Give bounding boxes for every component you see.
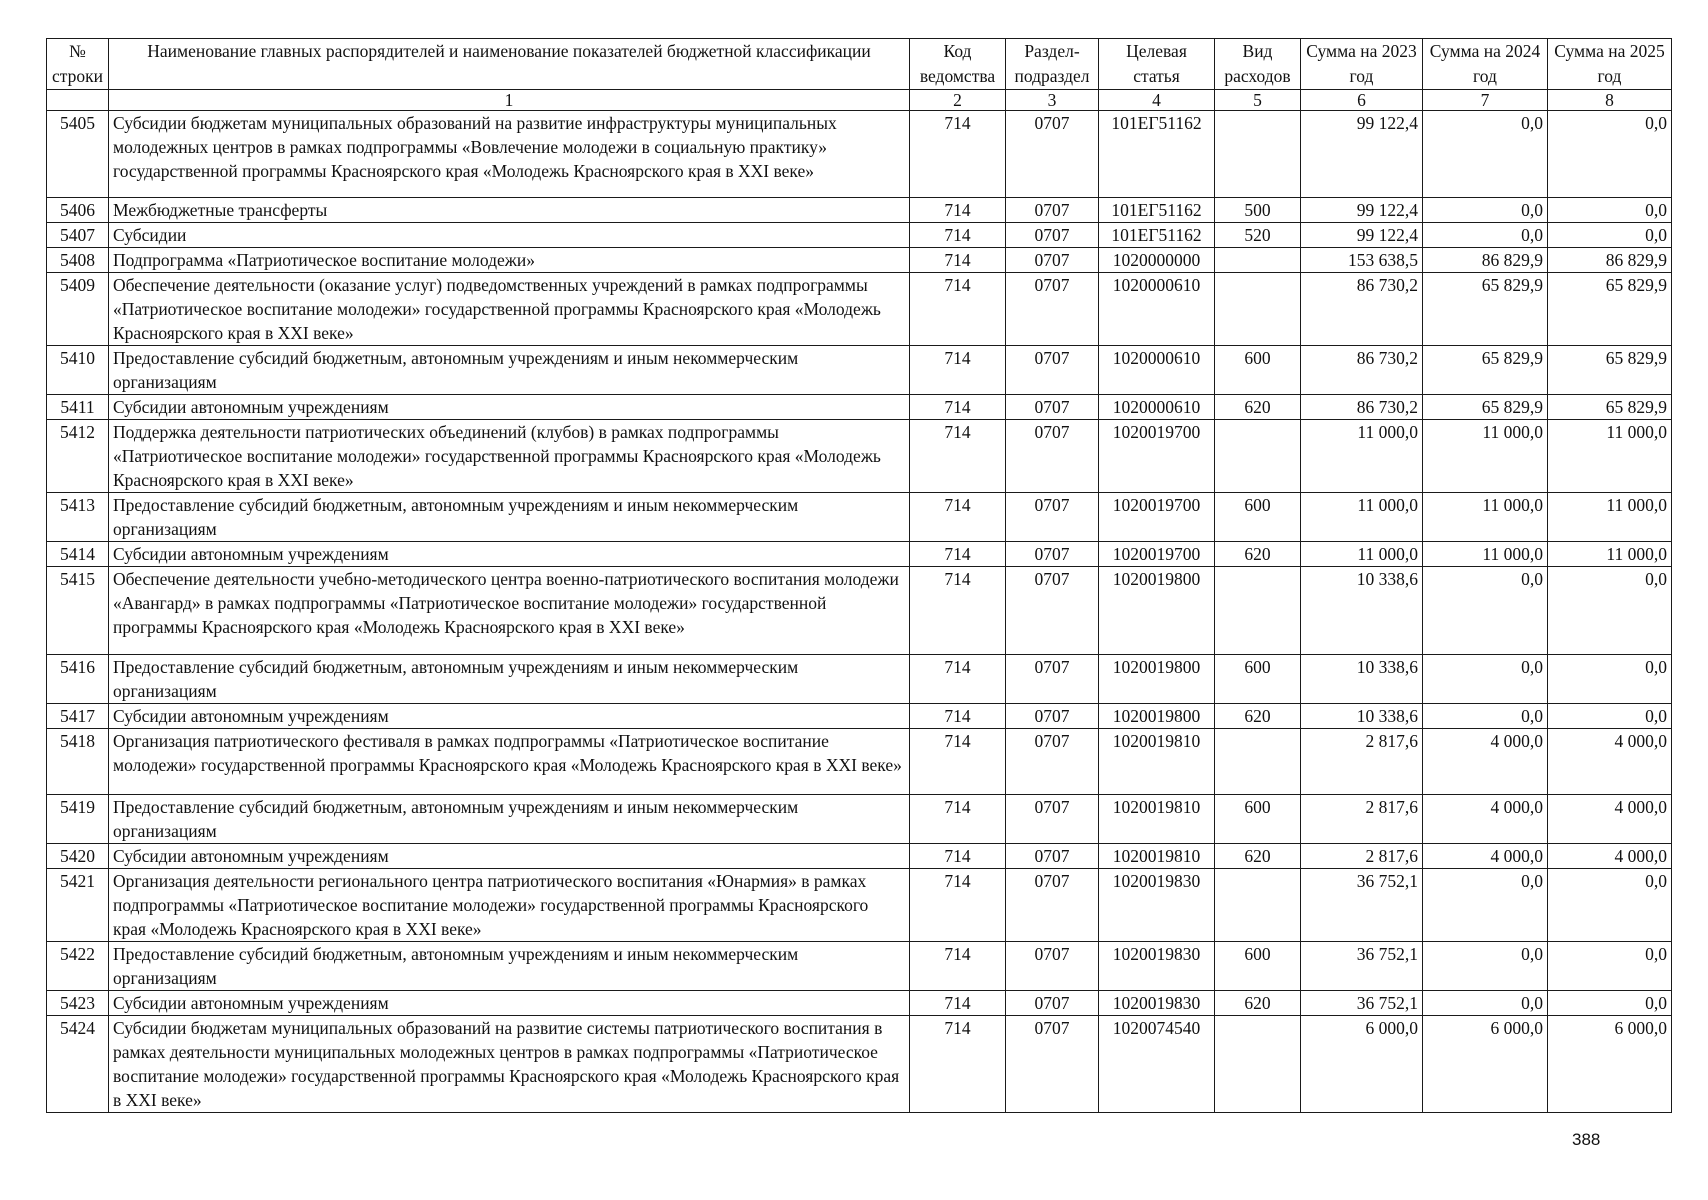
- row-section-code: 0707: [1006, 248, 1099, 273]
- row-name: Предоставление субсидий бюджетным, автономным учреждениям и иным некоммерческим организациям: [109, 346, 910, 395]
- row-sum-2024: 11 000,0: [1423, 420, 1548, 493]
- row-expense-type: [1215, 869, 1301, 942]
- row-sum-2025: 11 000,0: [1548, 420, 1672, 493]
- row-dept-code: 714: [910, 223, 1006, 248]
- table-row: [47, 567, 1672, 655]
- row-number: 5420: [47, 844, 109, 869]
- row-section-code: 0707: [1006, 346, 1099, 395]
- row-expense-type: 620: [1215, 704, 1301, 729]
- row-expense-type: 600: [1215, 795, 1301, 844]
- budget-table: [46, 38, 1672, 1113]
- row-dept-code: 714: [910, 795, 1006, 844]
- row-number: 5405: [47, 111, 109, 198]
- row-dept-code: 714: [910, 273, 1006, 346]
- table-row: [47, 869, 1672, 942]
- row-expense-type: 500: [1215, 198, 1301, 223]
- row-sum-2024: 4 000,0: [1423, 729, 1548, 795]
- table-row: [47, 942, 1672, 991]
- row-number: 5424: [47, 1016, 109, 1113]
- row-number: 5418: [47, 729, 109, 795]
- row-sum-2025: 4 000,0: [1548, 844, 1672, 869]
- row-sum-2025: 4 000,0: [1548, 729, 1672, 795]
- row-section-code: 0707: [1006, 111, 1099, 198]
- row-target-code: 1020019810: [1099, 844, 1215, 869]
- row-expense-type: 600: [1215, 346, 1301, 395]
- table-row: [47, 346, 1672, 395]
- row-name: Предоставление субсидий бюджетным, автономным учреждениям и иным некоммерческим организациям: [109, 493, 910, 542]
- row-sum-2024: 65 829,9: [1423, 395, 1548, 420]
- row-target-code: 1020019700: [1099, 542, 1215, 567]
- table-row: [47, 729, 1672, 795]
- row-target-code: 1020019800: [1099, 655, 1215, 704]
- row-sum-2024: 0,0: [1423, 942, 1548, 991]
- row-sum-2024: 65 829,9: [1423, 346, 1548, 395]
- row-dept-code: 714: [910, 1016, 1006, 1113]
- row-sum-2025: 65 829,9: [1548, 346, 1672, 395]
- row-section-code: 0707: [1006, 942, 1099, 991]
- row-name: Обеспечение деятельности (оказание услуг) подведомственных учреждений в рамках подпрограммы «Патриотическое воспитание молодежи» государственной программы Красноярского края «Молодежь Красноярского края в XXI веке»: [109, 273, 910, 346]
- row-dept-code: 714: [910, 704, 1006, 729]
- table-row: [47, 420, 1672, 493]
- row-target-code: 1020019800: [1099, 704, 1215, 729]
- row-sum-2023: 11 000,0: [1301, 542, 1423, 567]
- row-expense-type: 620: [1215, 395, 1301, 420]
- row-number: 5406: [47, 198, 109, 223]
- row-dept-code: 714: [910, 198, 1006, 223]
- row-sum-2023: 2 817,6: [1301, 844, 1423, 869]
- row-sum-2023: 10 338,6: [1301, 567, 1423, 655]
- table-row: [47, 111, 1672, 198]
- row-sum-2024: 0,0: [1423, 869, 1548, 942]
- row-section-code: 0707: [1006, 420, 1099, 493]
- row-dept-code: 714: [910, 942, 1006, 991]
- row-expense-type: 520: [1215, 223, 1301, 248]
- row-sum-2025: 0,0: [1548, 942, 1672, 991]
- row-sum-2024: 6 000,0: [1423, 1016, 1548, 1113]
- row-number: 5409: [47, 273, 109, 346]
- row-target-code: 1020000000: [1099, 248, 1215, 273]
- row-target-code: 1020019830: [1099, 942, 1215, 991]
- row-sum-2025: 65 829,9: [1548, 273, 1672, 346]
- row-dept-code: 714: [910, 346, 1006, 395]
- row-number: 5421: [47, 869, 109, 942]
- column-number: 5: [1215, 90, 1301, 111]
- row-target-code: 1020019830: [1099, 869, 1215, 942]
- row-sum-2025: 0,0: [1548, 567, 1672, 655]
- row-target-code: 1020019700: [1099, 420, 1215, 493]
- row-number: 5417: [47, 704, 109, 729]
- row-sum-2023: 36 752,1: [1301, 991, 1423, 1016]
- row-expense-type: 600: [1215, 655, 1301, 704]
- row-target-code: 1020000610: [1099, 273, 1215, 346]
- row-section-code: 0707: [1006, 395, 1099, 420]
- row-number: 5407: [47, 223, 109, 248]
- row-section-code: 0707: [1006, 655, 1099, 704]
- row-name: Субсидии: [109, 223, 910, 248]
- table-row: [47, 198, 1672, 223]
- header-sum-2024: Сумма на 2024 год: [1423, 39, 1548, 90]
- row-number: 5416: [47, 655, 109, 704]
- row-sum-2024: 4 000,0: [1423, 795, 1548, 844]
- row-section-code: 0707: [1006, 844, 1099, 869]
- column-number: 3: [1006, 90, 1099, 111]
- row-sum-2023: 36 752,1: [1301, 942, 1423, 991]
- row-sum-2024: 4 000,0: [1423, 844, 1548, 869]
- column-number: 2: [910, 90, 1006, 111]
- row-sum-2024: 0,0: [1423, 223, 1548, 248]
- row-expense-type: 600: [1215, 493, 1301, 542]
- row-dept-code: 714: [910, 248, 1006, 273]
- row-sum-2024: 0,0: [1423, 704, 1548, 729]
- row-name: Предоставление субсидий бюджетным, автономным учреждениям и иным некоммерческим организациям: [109, 942, 910, 991]
- column-number: 7: [1423, 90, 1548, 111]
- row-sum-2023: 2 817,6: [1301, 729, 1423, 795]
- row-sum-2025: 86 829,9: [1548, 248, 1672, 273]
- row-dept-code: 714: [910, 567, 1006, 655]
- row-number: 5408: [47, 248, 109, 273]
- row-sum-2025: 0,0: [1548, 111, 1672, 198]
- row-number: 5419: [47, 795, 109, 844]
- row-expense-type: 600: [1215, 942, 1301, 991]
- row-sum-2023: 10 338,6: [1301, 655, 1423, 704]
- table-row: [47, 795, 1672, 844]
- row-dept-code: 714: [910, 111, 1006, 198]
- row-target-code: 101ЕГ51162: [1099, 111, 1215, 198]
- table-row: [47, 223, 1672, 248]
- row-sum-2025: 0,0: [1548, 869, 1672, 942]
- row-sum-2023: 99 122,4: [1301, 198, 1423, 223]
- row-name: Поддержка деятельности патриотических объединений (клубов) в рамках подпрограммы «Патриотическое воспитание молодежи» государственной программы Красноярского края «Молодежь Красноярского края в XXI веке»: [109, 420, 910, 493]
- row-expense-type: [1215, 420, 1301, 493]
- row-dept-code: 714: [910, 420, 1006, 493]
- row-sum-2025: 11 000,0: [1548, 542, 1672, 567]
- row-section-code: 0707: [1006, 223, 1099, 248]
- row-sum-2023: 10 338,6: [1301, 704, 1423, 729]
- row-name: Межбюджетные трансферты: [109, 198, 910, 223]
- row-expense-type: 620: [1215, 844, 1301, 869]
- row-sum-2023: 86 730,2: [1301, 346, 1423, 395]
- table-row: [47, 655, 1672, 704]
- row-name: Субсидии автономным учреждениям: [109, 991, 910, 1016]
- row-expense-type: [1215, 248, 1301, 273]
- row-sum-2025: 0,0: [1548, 223, 1672, 248]
- row-number: 5412: [47, 420, 109, 493]
- row-number: 5414: [47, 542, 109, 567]
- row-dept-code: 714: [910, 729, 1006, 795]
- row-sum-2023: 11 000,0: [1301, 493, 1423, 542]
- row-section-code: 0707: [1006, 493, 1099, 542]
- row-expense-type: 620: [1215, 991, 1301, 1016]
- row-dept-code: 714: [910, 869, 1006, 942]
- row-name: Организация деятельности регионального центра патриотического воспитания «Юнармия» в рамках подпрограммы «Патриотическое воспитание молодежи» государственной программы Красноярского края «Молодежь Красноярского края в XXI веке»: [109, 869, 910, 942]
- header-sum-2025: Сумма на 2025 год: [1548, 39, 1672, 90]
- table-header: [47, 39, 1672, 111]
- row-number: 5422: [47, 942, 109, 991]
- row-number: 5423: [47, 991, 109, 1016]
- row-name: Субсидии автономным учреждениям: [109, 395, 910, 420]
- row-sum-2024: 0,0: [1423, 198, 1548, 223]
- row-name: Предоставление субсидий бюджетным, автономным учреждениям и иным некоммерческим организациям: [109, 795, 910, 844]
- row-sum-2023: 6 000,0: [1301, 1016, 1423, 1113]
- row-name: Субсидии бюджетам муниципальных образований на развитие инфраструктуры муниципальных молодежных центров в рамках подпрограммы «Вовлечение молодежи в социальную практику» государственной программы Красноярского края «Молодежь Красноярского края в XXI веке»: [109, 111, 910, 198]
- row-name: Подпрограмма «Патриотическое воспитание молодежи»: [109, 248, 910, 273]
- row-sum-2025: 0,0: [1548, 704, 1672, 729]
- row-section-code: 0707: [1006, 869, 1099, 942]
- budget-sheet: [46, 38, 1672, 1113]
- row-section-code: 0707: [1006, 704, 1099, 729]
- row-number: 5411: [47, 395, 109, 420]
- row-sum-2024: 11 000,0: [1423, 493, 1548, 542]
- row-number: 5413: [47, 493, 109, 542]
- row-sum-2024: 86 829,9: [1423, 248, 1548, 273]
- column-number-blank: [47, 90, 109, 111]
- row-sum-2023: 2 817,6: [1301, 795, 1423, 844]
- row-name: Организация патриотического фестиваля в рамках подпрограммы «Патриотическое воспитание молодежи» государственной программы Красноярского края «Молодежь Красноярского края в XXI веке»: [109, 729, 910, 795]
- row-expense-type: 620: [1215, 542, 1301, 567]
- row-dept-code: 714: [910, 844, 1006, 869]
- column-number-row: [47, 90, 1672, 111]
- column-number: 8: [1548, 90, 1672, 111]
- row-section-code: 0707: [1006, 1016, 1099, 1113]
- column-number: 1: [109, 90, 910, 111]
- row-section-code: 0707: [1006, 991, 1099, 1016]
- row-sum-2025: 65 829,9: [1548, 395, 1672, 420]
- column-number: 6: [1301, 90, 1423, 111]
- row-dept-code: 714: [910, 493, 1006, 542]
- row-sum-2025: 0,0: [1548, 655, 1672, 704]
- header-row-no: № строки: [47, 39, 109, 90]
- row-section-code: 0707: [1006, 542, 1099, 567]
- table-row: [47, 395, 1672, 420]
- row-sum-2023: 86 730,2: [1301, 395, 1423, 420]
- row-sum-2024: 11 000,0: [1423, 542, 1548, 567]
- row-target-code: 1020074540: [1099, 1016, 1215, 1113]
- row-expense-type: [1215, 729, 1301, 795]
- row-section-code: 0707: [1006, 729, 1099, 795]
- row-number: 5415: [47, 567, 109, 655]
- row-sum-2025: 4 000,0: [1548, 795, 1672, 844]
- row-name: Субсидии бюджетам муниципальных образований на развитие системы патриотического воспитания в рамках деятельности муниципальных молодежных центров в рамках подпрограммы «Патриотическое воспитание молодежи» государственной программы Красноярского края «Молодежь Красноярского края в XXI веке»: [109, 1016, 910, 1113]
- row-expense-type: [1215, 567, 1301, 655]
- row-sum-2024: 0,0: [1423, 111, 1548, 198]
- row-sum-2024: 0,0: [1423, 567, 1548, 655]
- row-sum-2023: 99 122,4: [1301, 111, 1423, 198]
- row-sum-2023: 99 122,4: [1301, 223, 1423, 248]
- header-target: Целевая статья: [1099, 39, 1215, 90]
- header-expense-type: Вид расходов: [1215, 39, 1301, 90]
- row-sum-2023: 11 000,0: [1301, 420, 1423, 493]
- row-dept-code: 714: [910, 395, 1006, 420]
- row-dept-code: 714: [910, 991, 1006, 1016]
- row-target-code: 1020019810: [1099, 795, 1215, 844]
- row-name: Субсидии автономным учреждениям: [109, 542, 910, 567]
- row-section-code: 0707: [1006, 273, 1099, 346]
- row-sum-2025: 0,0: [1548, 198, 1672, 223]
- table-row: [47, 248, 1672, 273]
- row-dept-code: 714: [910, 655, 1006, 704]
- row-sum-2024: 65 829,9: [1423, 273, 1548, 346]
- row-target-code: 101ЕГ51162: [1099, 223, 1215, 248]
- row-expense-type: [1215, 1016, 1301, 1113]
- header-row: [47, 39, 1672, 90]
- row-sum-2023: 36 752,1: [1301, 869, 1423, 942]
- row-name: Субсидии автономным учреждениям: [109, 844, 910, 869]
- row-sum-2025: 0,0: [1548, 991, 1672, 1016]
- table-body: [47, 111, 1672, 1113]
- header-name: Наименование главных распорядителей и наименование показателей бюджетной классификации: [109, 39, 910, 90]
- table-row: [47, 1016, 1672, 1113]
- row-expense-type: [1215, 273, 1301, 346]
- page-number: 388: [1572, 1130, 1601, 1149]
- table-row: [47, 542, 1672, 567]
- row-section-code: 0707: [1006, 198, 1099, 223]
- row-target-code: 1020019830: [1099, 991, 1215, 1016]
- header-sum-2023: Сумма на 2023 год: [1301, 39, 1423, 90]
- row-expense-type: [1215, 111, 1301, 198]
- row-sum-2024: 0,0: [1423, 655, 1548, 704]
- table-row: [47, 493, 1672, 542]
- row-target-code: 1020019700: [1099, 493, 1215, 542]
- row-dept-code: 714: [910, 542, 1006, 567]
- table-row: [47, 273, 1672, 346]
- row-target-code: 1020019800: [1099, 567, 1215, 655]
- row-sum-2025: 6 000,0: [1548, 1016, 1672, 1113]
- row-section-code: 0707: [1006, 567, 1099, 655]
- row-sum-2023: 153 638,5: [1301, 248, 1423, 273]
- row-name: Обеспечение деятельности учебно-методического центра военно-патриотического воспитания молодежи «Авангард» в рамках подпрограммы «Патриотическое воспитание молодежи» государственной программы Красноярского края «Молодежь Красноярского края в XXI веке»: [109, 567, 910, 655]
- row-name: Предоставление субсидий бюджетным, автономным учреждениям и иным некоммерческим организациям: [109, 655, 910, 704]
- column-number: 4: [1099, 90, 1215, 111]
- row-sum-2025: 11 000,0: [1548, 493, 1672, 542]
- table-row: [47, 991, 1672, 1016]
- header-section: Раздел-подраздел: [1006, 39, 1099, 90]
- row-target-code: 1020000610: [1099, 395, 1215, 420]
- row-section-code: 0707: [1006, 795, 1099, 844]
- table-row: [47, 844, 1672, 869]
- row-sum-2023: 86 730,2: [1301, 273, 1423, 346]
- header-dept: Код ведомства: [910, 39, 1006, 90]
- row-target-code: 1020019810: [1099, 729, 1215, 795]
- table-row: [47, 704, 1672, 729]
- row-target-code: 1020000610: [1099, 346, 1215, 395]
- row-target-code: 101ЕГ51162: [1099, 198, 1215, 223]
- row-sum-2024: 0,0: [1423, 991, 1548, 1016]
- row-number: 5410: [47, 346, 109, 395]
- row-name: Субсидии автономным учреждениям: [109, 704, 910, 729]
